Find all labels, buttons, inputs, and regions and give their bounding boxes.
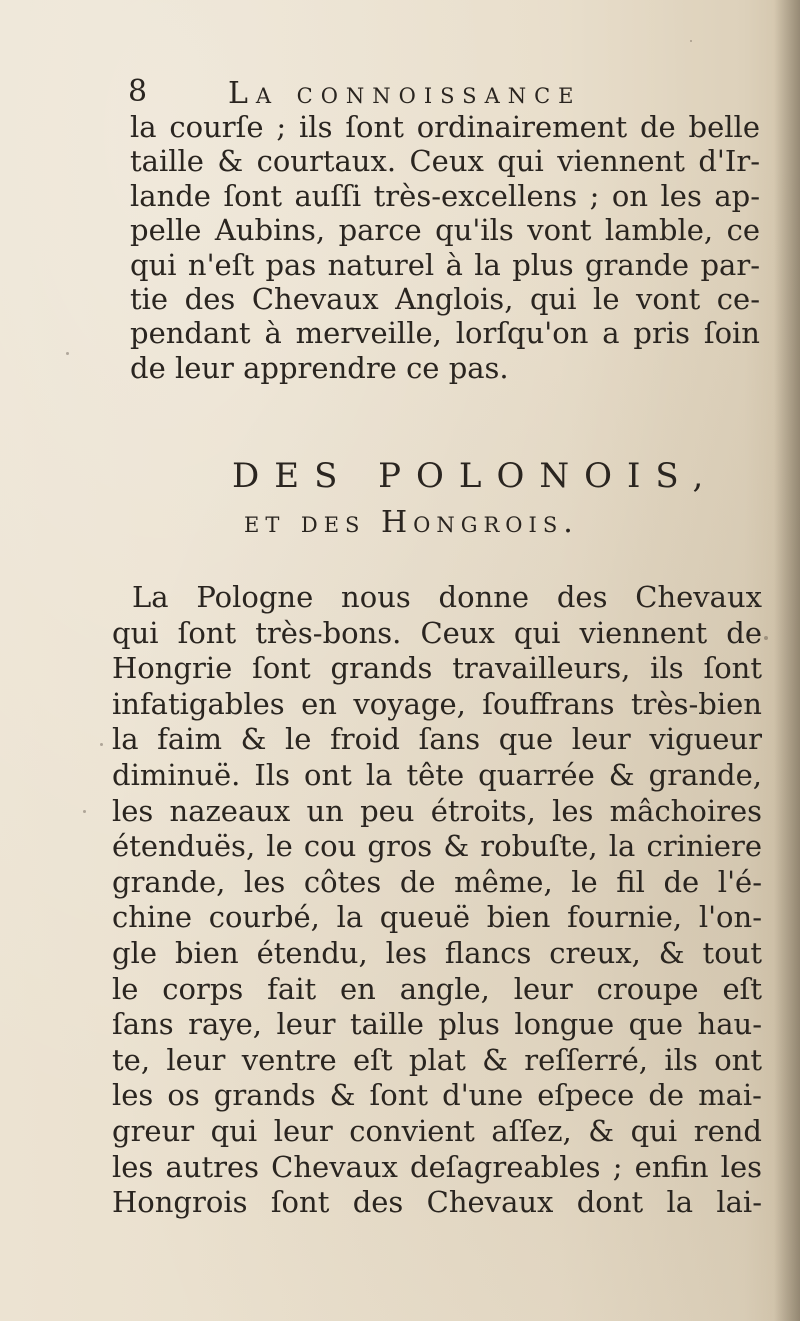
text-line: qui ſont très-bons. Ceux qui viennent de bbox=[112, 615, 762, 650]
text-line: qui n'eſt pas naturel à la plus grande par- bbox=[130, 247, 760, 282]
paper-speck bbox=[100, 743, 103, 746]
text-line: les nazeaux un peu étroits, les mâchoires bbox=[112, 793, 762, 828]
text-line: Hongrois ſont des Chevaux dont la lai- bbox=[112, 1185, 762, 1220]
text-line: ſans raye, leur taille plus longue que hau- bbox=[112, 1007, 762, 1042]
section-title: DES POLONOIS, bbox=[232, 456, 719, 496]
text-line: le corps fait en angle, leur croupe eſt bbox=[112, 971, 762, 1006]
paper-speck bbox=[764, 636, 768, 640]
paragraph-continued bbox=[130, 110, 760, 385]
text-line: greur qui leur convient aſſez, & qui rend bbox=[112, 1113, 762, 1148]
text-line: étenduës, le cou gros & robuſte, la criniere bbox=[112, 829, 762, 864]
paper-speck bbox=[66, 352, 69, 355]
text-line: les autres Chevaux deſagreables ; enfin les bbox=[112, 1149, 762, 1184]
text-line: tie des Chevaux Anglois, qui le vont ce- bbox=[130, 281, 760, 316]
paper-speck bbox=[690, 40, 692, 42]
text-line: pelle Aubins, parce qu'ils vont lamble, ce bbox=[130, 213, 760, 248]
text-line: infatigables en voyage, ſouffrans très-bien bbox=[112, 686, 762, 721]
text-line: te, leur ventre eſt plat & reſſerré, ils ont bbox=[112, 1042, 762, 1077]
text-line: pendant à merveille, lorſqu'on a pris ſoin bbox=[130, 316, 760, 351]
text-line: les os grands & ſont d'une eſpece de mai- bbox=[112, 1078, 762, 1113]
text-line: gle bien étendu, les flancs creux, & tout bbox=[112, 935, 762, 970]
text-line: La Pologne nous donne des Chevaux bbox=[132, 580, 762, 614]
paper-speck bbox=[83, 810, 86, 813]
text-line: lande ſont auſſi très-excellens ; on les ap- bbox=[130, 178, 760, 213]
text-line: chine courbé, la queuë bien fournie, l'on- bbox=[112, 900, 762, 935]
text-line-last: de leur apprendre ce pas. bbox=[130, 350, 509, 385]
section-subtitle: et des Hongrois. bbox=[244, 505, 579, 540]
text-line: diminuë. Ils ont la tête quarrée & grande, bbox=[112, 757, 762, 792]
text-line: Hongrie ſont grands travailleurs, ils ſont bbox=[112, 651, 762, 686]
paragraph-polonois bbox=[112, 580, 762, 1221]
text-line: la faim & le froid ſans que leur vigueur bbox=[112, 722, 762, 757]
running-head: La connoissance bbox=[228, 76, 582, 111]
text-line: taille & courtaux. Ceux qui viennent d'Ir- bbox=[130, 144, 760, 179]
text-line: la courſe ; ils ſont ordinairement de belle bbox=[130, 110, 760, 144]
text-line: grande, les côtes de même, le fil de l'é- bbox=[112, 864, 762, 899]
page-number: 8 bbox=[128, 74, 148, 109]
page-gutter-shadow bbox=[774, 0, 800, 1321]
